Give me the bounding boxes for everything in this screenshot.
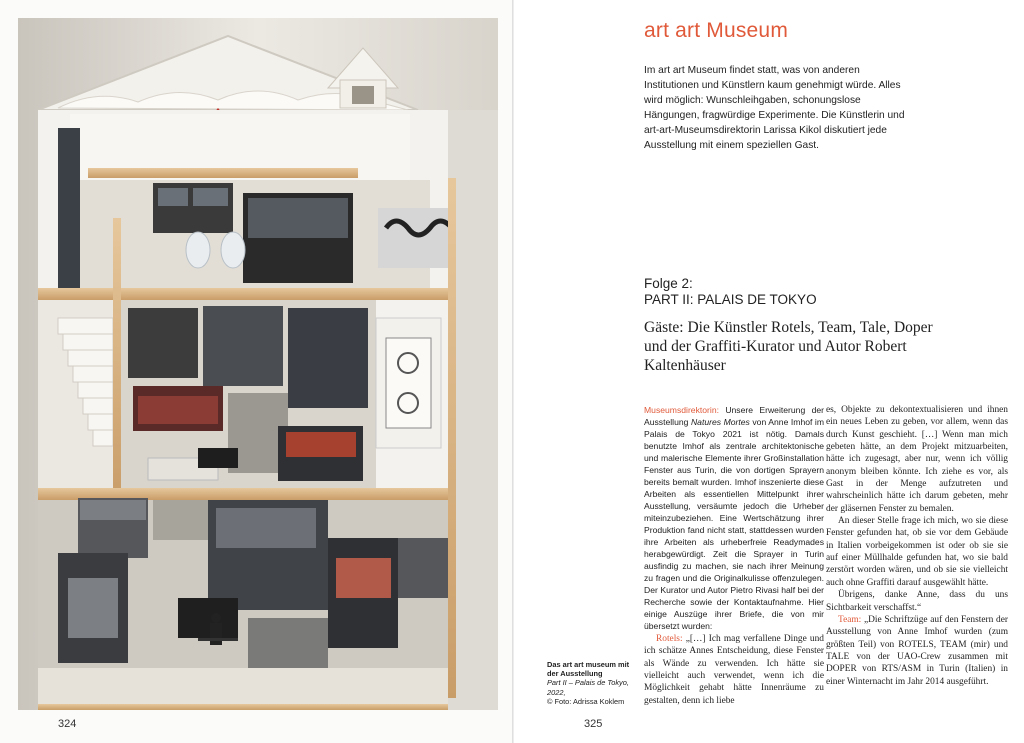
photo-caption [547, 660, 639, 706]
right-page [514, 0, 1024, 743]
caption-credit: © Foto: Adrissa Koklem [547, 696, 625, 706]
paragraph-team [826, 614, 1008, 688]
dollhouse-illustration [18, 18, 498, 710]
paragraph-museum-director [644, 404, 824, 632]
intro-paragraph: Im art art Museum findet statt, was von anderen Institutionen und Künstlern kaum genehmigt würde. Alles wird möglich: Wunschleihgaben, schonungslose Hängungen, fragwürdige Experimente. Die Künstlerin und art-art-Museumsdirektorin Larissa Kikol diskutiert jede Ausstellung mit einem speziellen Gast. [644, 65, 905, 151]
work-title: Natures Mortes [690, 417, 750, 427]
paragraph-text: Unsere Erweiterung der Ausstellung [644, 405, 824, 427]
paragraph-text: „Die Schriftzüge auf den Fenstern der Ausstellung von Anne Imhof wurden (zum größten Teil) von ROTELS, TEAM (mir) und TALE von der UAO-Crew zusammen mit DOPER von RTS/ASM in Turin (Italien) in einer Winternacht im Jahr 2014 ausgeführt. [826, 614, 1008, 687]
page-number-right: 325 [584, 718, 603, 730]
paragraph: An dieser Stelle frage ich mich, wo sie diese Fenster gefunden hat, ob sie vor dem Gebäude in Italien vorbeigekommen ist oder ob sie sie auf einer Müllhalde gefunden hat, wo sie bald zerstört worden wären, und ob sie sie vielleicht auch ohne Graffiti darauf ausgewählt hätte. [826, 516, 1008, 588]
speaker-label: Team: [838, 614, 862, 625]
paragraph-rotels [644, 633, 824, 707]
episode-number: Folge 2: [644, 276, 693, 291]
dollhouse-museum-photo [18, 18, 498, 710]
caption-exhibition: Part II – Palais de Tokyo, 2022, [547, 678, 629, 697]
speaker-label: Rotels: [656, 634, 683, 644]
text-column-right [826, 404, 1008, 688]
paragraph: Übrigens, danke Anne, dass du uns Sichtbarkeit verschaffst.“ [826, 590, 1008, 613]
caption-title: Das art art museum mit der Ausstellung [547, 660, 630, 679]
episode-title: PART II: PALAIS DE TOKYO [644, 292, 817, 307]
episode-heading [644, 276, 817, 308]
paragraph: es, Objekte zu dekontextualisieren und ihnen ein neues Leben zu geben, vor allem, wenn das durch Kunst geschieht. […] Wenn man mich gebeten hätte, an dem Projekt mitzuarbeiten, hätte ich zugesagt, aber nur, wenn ich völlig anonym bleiben könnte. Ich ziehe es vor, als Gast in der Menge aufzutreten und wahrscheinlich hätte ich darum gebeten, mehr der gläsernen Fenster zu bemalen. [826, 405, 1008, 514]
section-title: art art Museum [644, 19, 789, 42]
text-column-left [644, 404, 824, 707]
paragraph-text: „[…] Ich mag verfallene Dinge und ich schätze Annes Entscheidung, diese Fenster als Wände zu verwenden. Ich hätte sie vielleicht auch verwendet, wenn ich die Möglichkeit gehabt hätte Innenräume zu gestalten, denn ich liebe [644, 634, 824, 706]
page-number-left: 324 [58, 718, 77, 730]
paragraph-text: von Anne Imhof im Palais de Tokyo 2021 ist nötig. Damals benutzte Imhof als zentrale architektonische und malerische Elemente ihrer Großinstallation Fenster aus Turin, die von dortigen Sprayern bereits bemalt wurden. Imhof inszenierte diese Arbeiten als essentiellen Mittelpunkt ihrer Ausstellung, versäumte jedoch die Urheber miteinzubeziehen. Eine Wertschätzung ihrer Produktion fand nicht statt, stattdessen wurden ihre Arbeiten als urheberfreie Readymades herabgewürdigt. Zeit die Sprayer in Turin ausfindig zu machen, sie nach ihrer Meinung zu fragen und die Originalkulisse offenzulegen. Der Kurator und Autor Pietro Rivasi half bei der Recherche sowie der Kontaktaufnahme. Hier einige Auszüge ihrer Briefe, die von mir übersetzt wurden: [644, 417, 824, 631]
guests-heading: Gäste: Die Künstler Rotels, Team, Tale, Doper und der Graffiti-Kurator und Autor Robert Kaltenhäuser [644, 319, 933, 374]
speaker-label: Museumsdirektorin: [644, 405, 719, 415]
